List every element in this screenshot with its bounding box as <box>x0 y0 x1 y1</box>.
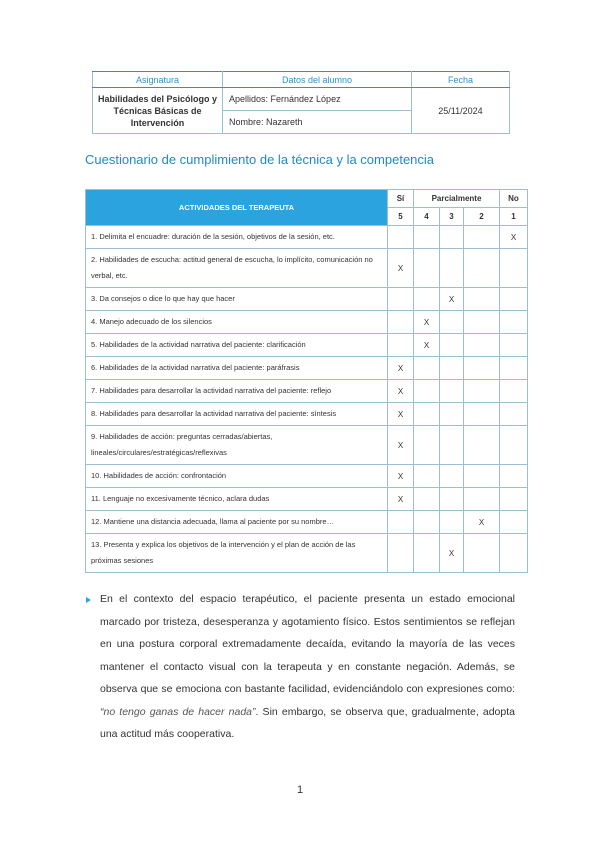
header-parcialmente: Parcialmente <box>414 190 500 208</box>
score-3-cell: X <box>440 288 464 311</box>
activity-description: 11. Lenguaje no excesivamente técnico, aclara dudas <box>86 488 388 511</box>
observation-paragraph <box>100 588 515 746</box>
score-2-cell <box>464 403 500 426</box>
score-5-cell: X <box>388 357 414 380</box>
activity-description: 5. Habilidades de la actividad narrativa del paciente: clarificación <box>86 334 388 357</box>
table-row <box>86 334 528 357</box>
score-1-cell <box>500 465 528 488</box>
header-col-student: Datos del alumno <box>223 72 412 88</box>
activities-header: ACTIVIDADES DEL TERAPEUTA <box>86 190 388 226</box>
score-3-cell <box>440 249 464 288</box>
score-2-cell <box>464 334 500 357</box>
score-3-cell <box>440 465 464 488</box>
score-3-cell <box>440 226 464 249</box>
score-2-cell: X <box>464 511 500 534</box>
score-2-cell <box>464 426 500 465</box>
table-row <box>86 288 528 311</box>
activities-body <box>86 226 528 573</box>
score-3-cell <box>440 334 464 357</box>
table-row <box>86 465 528 488</box>
table-row <box>86 357 528 380</box>
score-2-cell <box>464 249 500 288</box>
activity-description: 2. Habilidades de escucha: actitud general de escucha, lo implícito, comunicación no verbal, etc. <box>86 249 388 288</box>
table-row <box>86 426 528 465</box>
score-4-cell <box>414 511 440 534</box>
score-1-cell <box>500 403 528 426</box>
score-3-cell <box>440 511 464 534</box>
score-1-cell <box>500 511 528 534</box>
header-table <box>92 71 510 134</box>
page-title: Cuestionario de cumplimiento de la técnica y la competencia <box>85 152 435 167</box>
score-1-cell <box>500 311 528 334</box>
table-row <box>86 488 528 511</box>
score-5-cell: X <box>388 403 414 426</box>
score-4-cell <box>414 403 440 426</box>
student-surname: Apellidos: Fernández López <box>223 88 412 111</box>
activities-table <box>85 189 528 573</box>
score-4-cell <box>414 426 440 465</box>
score-3-cell: X <box>440 534 464 573</box>
page-number: 1 <box>296 784 304 796</box>
score-4-cell <box>414 288 440 311</box>
patient-quote: “no tengo ganas de hacer nada” <box>100 705 256 718</box>
score-5-cell: X <box>388 426 414 465</box>
paragraph-text-end: . Sin embargo, se observa que, gradualmente, adopta una actitud más cooperativa. <box>100 705 515 740</box>
score-5-cell <box>388 511 414 534</box>
activity-description: 13. Presenta y explica los objetivos de la intervención y el plan de acción de las próximas sesiones <box>86 534 388 573</box>
score-2-cell <box>464 311 500 334</box>
score-5-header: 5 <box>388 208 414 226</box>
score-1-header: 1 <box>500 208 528 226</box>
score-4-header: 4 <box>414 208 440 226</box>
table-row <box>86 403 528 426</box>
score-1-cell <box>500 357 528 380</box>
table-row <box>86 226 528 249</box>
score-1-cell <box>500 426 528 465</box>
score-5-cell: X <box>388 380 414 403</box>
score-2-cell <box>464 226 500 249</box>
activity-description: 6. Habilidades de la actividad narrativa del paciente: paráfrasis <box>86 357 388 380</box>
document-date: 25/11/2024 <box>412 88 510 134</box>
bullet-arrow-icon <box>86 597 91 603</box>
score-3-cell <box>440 380 464 403</box>
score-1-cell <box>500 249 528 288</box>
score-5-cell <box>388 334 414 357</box>
score-1-cell <box>500 288 528 311</box>
score-2-cell <box>464 488 500 511</box>
table-row <box>86 380 528 403</box>
header-no: No <box>500 190 528 208</box>
score-4-cell <box>414 534 440 573</box>
score-5-cell <box>388 226 414 249</box>
score-1-cell <box>500 380 528 403</box>
table-row <box>86 511 528 534</box>
activity-description: 9. Habilidades de acción: preguntas cerradas/abiertas, lineales/circulares/estratégicas/reflexivas <box>86 426 388 465</box>
score-3-cell <box>440 403 464 426</box>
score-1-cell <box>500 534 528 573</box>
score-5-cell: X <box>388 488 414 511</box>
score-5-cell: X <box>388 249 414 288</box>
score-4-cell <box>414 249 440 288</box>
score-5-cell: X <box>388 465 414 488</box>
score-5-cell <box>388 534 414 573</box>
activity-description: 8. Habilidades para desarrollar la actividad narrativa del paciente: síntesis <box>86 403 388 426</box>
score-3-cell <box>440 357 464 380</box>
score-3-header: 3 <box>440 208 464 226</box>
score-4-cell: X <box>414 334 440 357</box>
score-3-cell <box>440 426 464 465</box>
score-3-cell <box>440 311 464 334</box>
activity-description: 12. Mantiene una distancia adecuada, llama al paciente por su nombre… <box>86 511 388 534</box>
header-si: Sí <box>388 190 414 208</box>
activity-description: 1. Delimita el encuadre: duración de la sesión, objetivos de la sesión, etc. <box>86 226 388 249</box>
score-5-cell <box>388 311 414 334</box>
student-name: Nombre: Nazareth <box>223 111 412 134</box>
score-2-cell <box>464 465 500 488</box>
score-2-cell <box>464 288 500 311</box>
header-col-subject: Asignatura <box>93 72 223 88</box>
score-2-header: 2 <box>464 208 500 226</box>
score-3-cell <box>440 488 464 511</box>
table-row <box>86 534 528 573</box>
header-col-date: Fecha <box>412 72 510 88</box>
score-4-cell <box>414 226 440 249</box>
table-row <box>86 249 528 288</box>
score-1-cell <box>500 488 528 511</box>
activity-description: 4. Manejo adecuado de los silencios <box>86 311 388 334</box>
score-2-cell <box>464 380 500 403</box>
score-4-cell: X <box>414 311 440 334</box>
score-2-cell <box>464 357 500 380</box>
score-4-cell <box>414 465 440 488</box>
table-row <box>86 311 528 334</box>
subject-name: Habilidades del Psicólogo y Técnicas Básicas de Intervención <box>93 88 223 134</box>
activity-description: 3. Da consejos o dice lo que hay que hacer <box>86 288 388 311</box>
paragraph-text: En el contexto del espacio terapéutico, el paciente presenta un estado emocional marcado por tristeza, desesperanza y agotamiento físico. Estos sentimientos se reflejan en una postura corporal extremadamente decaída, evitando la mayoría de las veces mantener el contacto visual con la terapeuta y en constante negación. Además, se observa que se emociona con bastante facilidad, evidenciándolo con expresiones como: <box>100 593 515 695</box>
score-5-cell <box>388 288 414 311</box>
activity-description: 10. Habilidades de acción: confrontación <box>86 465 388 488</box>
score-4-cell <box>414 380 440 403</box>
score-1-cell <box>500 334 528 357</box>
score-2-cell <box>464 534 500 573</box>
activity-description: 7. Habilidades para desarrollar la actividad narrativa del paciente: reflejo <box>86 380 388 403</box>
score-4-cell <box>414 488 440 511</box>
score-1-cell: X <box>500 226 528 249</box>
score-4-cell <box>414 357 440 380</box>
